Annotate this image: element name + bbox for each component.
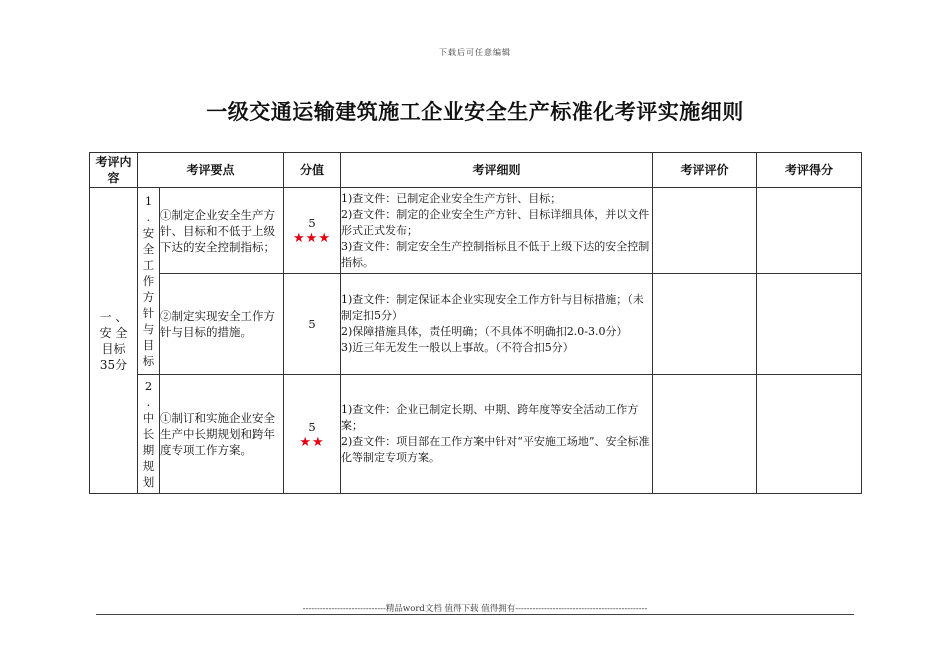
- section-cell: [90, 188, 138, 494]
- subsection-char: 与: [142, 322, 155, 336]
- score-cell: [284, 274, 341, 375]
- score-value: 5: [308, 317, 316, 331]
- point-cell: ①制订和实施企业安全生产中长期规划和跨年度专项工作方案。: [160, 375, 284, 494]
- subsection-char: 针: [142, 306, 155, 320]
- result-cell[interactable]: [757, 375, 862, 494]
- detail-line: 1)查文件：制定保证本企业实现安全工作方针与目标措施；（未制定扣5分）: [341, 293, 644, 322]
- subsection-char: 划: [142, 475, 155, 489]
- subsection-char: .: [146, 210, 151, 224]
- header-result: 考评得分: [757, 153, 862, 188]
- detail-cell: [341, 274, 653, 375]
- section-label-top: 一 、: [99, 309, 128, 324]
- subsection-char: 规: [142, 459, 155, 473]
- header-details: 考评细则: [341, 153, 653, 188]
- subsection-char: 标: [142, 354, 155, 368]
- subsection-char: 中: [142, 411, 155, 425]
- score-cell: [284, 188, 341, 274]
- section-label-bottom: 目标: [101, 341, 126, 356]
- score-value: 5: [308, 419, 316, 434]
- section-label-mid: 安 全: [99, 325, 128, 340]
- star-rating-icon: ★★★: [293, 231, 331, 246]
- score-cell: [284, 375, 341, 494]
- subsection-char: 期: [142, 443, 155, 457]
- footer-divider: [96, 614, 854, 615]
- subsection-char: 安: [142, 226, 155, 240]
- detail-line: 2)查文件：制定的企业安全生产方针、目标详细具体，并以文件形式正式发布；: [341, 207, 650, 237]
- detail-cell: [341, 375, 653, 494]
- subsection-char: 2: [144, 379, 153, 393]
- result-cell[interactable]: [757, 274, 862, 375]
- table-header-row: [90, 153, 862, 188]
- evaluation-cell[interactable]: [653, 274, 757, 375]
- detail-line: 3)查文件：制定安全生产控制指标且不低于上级下达的安全控制指标。: [341, 239, 650, 269]
- document-title: 一级交通运输建筑施工企业安全生产标准化考评实施细则: [206, 99, 744, 124]
- subsection-char: 工: [142, 258, 155, 272]
- footer-text: -----------------------------精品word文档 值得下载 值得拥有----------------------------------------------: [302, 604, 648, 614]
- detail-cell: [341, 188, 653, 274]
- subsection-char: 全: [142, 242, 155, 256]
- table-row: [90, 188, 862, 274]
- detail-line: 3)近三年无发生一般以上事故。（不符合扣5分）: [341, 341, 574, 354]
- header-content: 考评内容: [90, 153, 138, 188]
- result-cell[interactable]: [757, 188, 862, 274]
- detail-line: 1)查文件：已制定企业安全生产方针、目标；: [341, 191, 562, 205]
- evaluation-table: [89, 152, 862, 494]
- detail-line: 1)查文件：企业已制定长期、中期、跨年度等安全活动工作方案；: [341, 403, 639, 432]
- subsection-cell-2: [138, 375, 160, 494]
- header-score: 分值: [284, 153, 341, 188]
- subsection-char: 方: [142, 290, 155, 304]
- header-points: 考评要点: [138, 153, 284, 188]
- table-row: [90, 375, 862, 494]
- detail-line: 2)保障措施具体，责任明确；（不具体不明确扣2.0-3.0分）: [341, 325, 628, 338]
- subsection-char: 作: [142, 274, 155, 288]
- point-cell: ①制定企业安全生产方针、目标和不低于上级下达的安全控制指标；: [160, 188, 284, 274]
- star-rating-icon: ★★: [299, 434, 325, 450]
- detail-line: 2)查文件：项目部在工作方案中针对“平安施工场地”、安全标准化等制定专项方案。: [341, 435, 650, 464]
- subsection-char: .: [146, 395, 151, 409]
- subsection-char: 长: [142, 427, 155, 441]
- table-row: [90, 274, 862, 375]
- evaluation-cell[interactable]: [653, 375, 757, 494]
- header-note: 下载后可任意编辑: [439, 48, 511, 57]
- subsection-char: 1: [144, 194, 153, 208]
- section-score: 35分: [99, 357, 128, 372]
- header-evaluation: 考评评价: [653, 153, 757, 188]
- point-cell: ②制定实现安全工作方针与目标的措施。: [160, 274, 284, 375]
- subsection-cell-1: [138, 188, 160, 375]
- evaluation-cell[interactable]: [653, 188, 757, 274]
- score-value: 5: [308, 216, 316, 230]
- subsection-char: 目: [142, 338, 155, 352]
